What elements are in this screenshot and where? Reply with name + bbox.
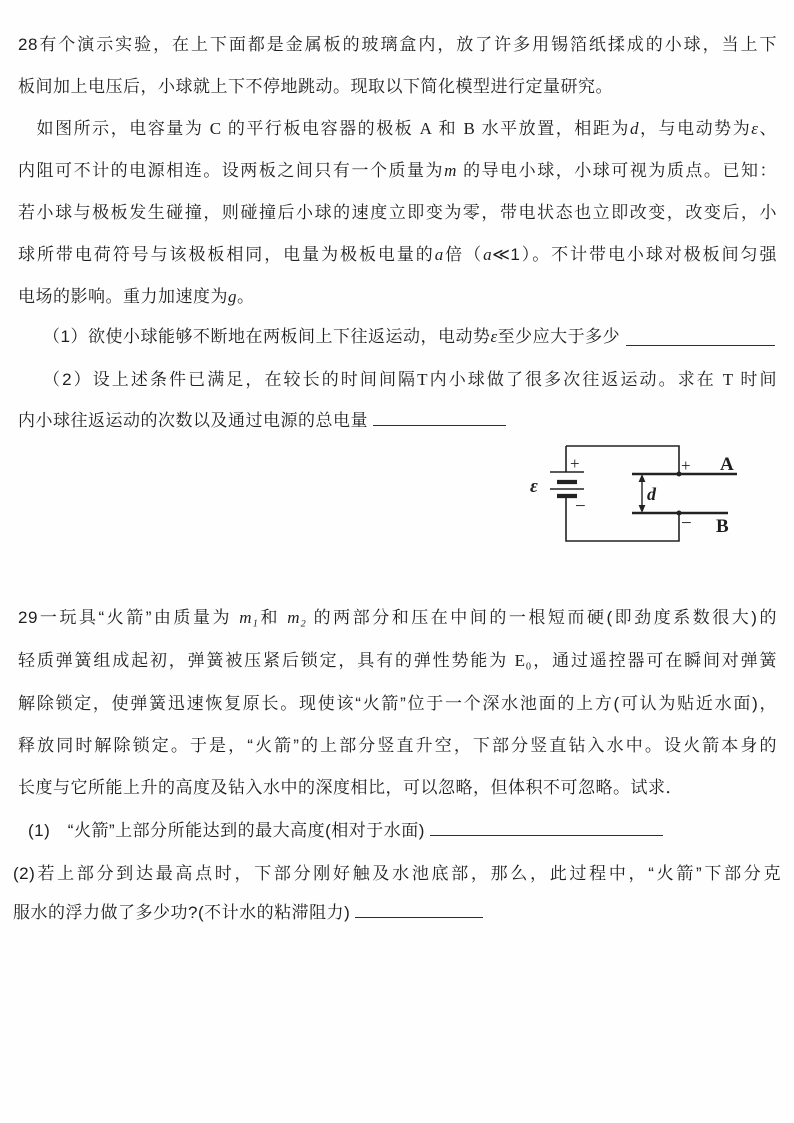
p29-question2-line2-text: 服水的浮力做了多少功?(不计水的粘滞阻力) bbox=[13, 903, 351, 922]
wire-top bbox=[566, 446, 679, 473]
p28-question2-line2-text: 内小球往返运动的次数以及通过电源的总电量 bbox=[18, 411, 368, 430]
p28-body-line3: 若小球与极板发生碰撞，则碰撞后小球的速度立即变为零，带电状态也立即改变，改变后，小 bbox=[18, 203, 777, 222]
p28-question1-text: （1）欲使小球能够不断地在两板间上下往返运动，电动势ε至少应大于多少 bbox=[43, 327, 621, 346]
p29-q2-answer-blank bbox=[355, 899, 483, 918]
p29-question1 bbox=[18, 817, 787, 844]
p29-q1-answer-blank bbox=[430, 817, 663, 836]
plate-b-label: B bbox=[716, 516, 729, 537]
plate-b-minus-label: − bbox=[681, 513, 692, 534]
p29-question2-line1: (2)若上部分到达最高点时，下部分刚好触及水池底部，那么，此过程中，“火箭”下部分克 bbox=[13, 864, 781, 883]
circuit-marks bbox=[639, 472, 682, 516]
gap-arrowhead-up bbox=[639, 474, 646, 482]
p28-body-line1: 如图所示，电容量为 C 的平行板电容器的极板 A 和 B 水平放置，相距为d，与电动势为ε、 bbox=[18, 119, 778, 138]
p28-intro-line2: 板间加上电压后，小球就上下不停地跳动。现取以下简化模型进行定量研究。 bbox=[18, 77, 613, 96]
p29-body-line5: 长度与它所能上升的高度及钻入水中的深度相比，可以忽略，但体积不可忽略。试求． bbox=[18, 778, 683, 797]
p29-body-line2: 轻质弹簧组成起初，弹簧被压紧后锁定，具有的弹性势能为 E₀，通过遥控器可在瞬间对弹簧 bbox=[18, 651, 777, 670]
p28-q1-answer-blank bbox=[626, 323, 775, 346]
circuit-diagram bbox=[510, 428, 794, 558]
p28-question1 bbox=[18, 323, 777, 350]
p28-question2-line1: （2）设上述条件已满足，在较长的时间间隔T内小球做了很多次往返运动。求在 T 时间 bbox=[43, 370, 777, 389]
p29-question1-text: (1) “火箭”上部分所能达到的最大高度(相对于水面) bbox=[28, 821, 425, 840]
battery-minus-label: − bbox=[575, 496, 586, 517]
plate-a-label: A bbox=[720, 454, 734, 475]
battery-plus-label: + bbox=[570, 454, 580, 473]
p29-question2-line2 bbox=[13, 899, 781, 926]
p28-body-line2: 内阻可不计的电源相连。设两板之间只有一个质量为m 的导电小球，小球可视为质点。已知： bbox=[18, 161, 778, 180]
emf-label: ε bbox=[530, 476, 538, 497]
p28-body-line5: 电场的影响。重力加速度为g。 bbox=[18, 287, 255, 306]
p29-body-line1: 29一玩具“火箭”由质量为 m₁和 m₂ 的两部分和压在中间的一根短而硬(即劲度系数很大)的 bbox=[18, 608, 777, 627]
gap-label: d bbox=[647, 484, 656, 504]
p29-body-line4: 释放同时解除锁定。于是，“火箭”的上部分竖直升空，下部分竖直钻入水中。设火箭本身的 bbox=[18, 736, 777, 755]
p28-q2-answer-blank bbox=[373, 407, 506, 426]
p28-intro-line1: 28有个演示实验，在上下面都是金属板的玻璃盒内，放了许多用锡箔纸揉成的小球，当上下 bbox=[18, 35, 777, 54]
p29-body-line3: 解除锁定，使弹簧迅速恢复原长。现使该“火箭”位于一个深水池面的上方(可认为贴近水面)， bbox=[18, 694, 777, 713]
plate-a-plus-label: + bbox=[681, 456, 691, 475]
p28-body-line4: 球所带电荷符号与该极板相同，电量为极板电量的a倍（a≪1）。不计带电小球对极板间匀强 bbox=[18, 245, 778, 264]
